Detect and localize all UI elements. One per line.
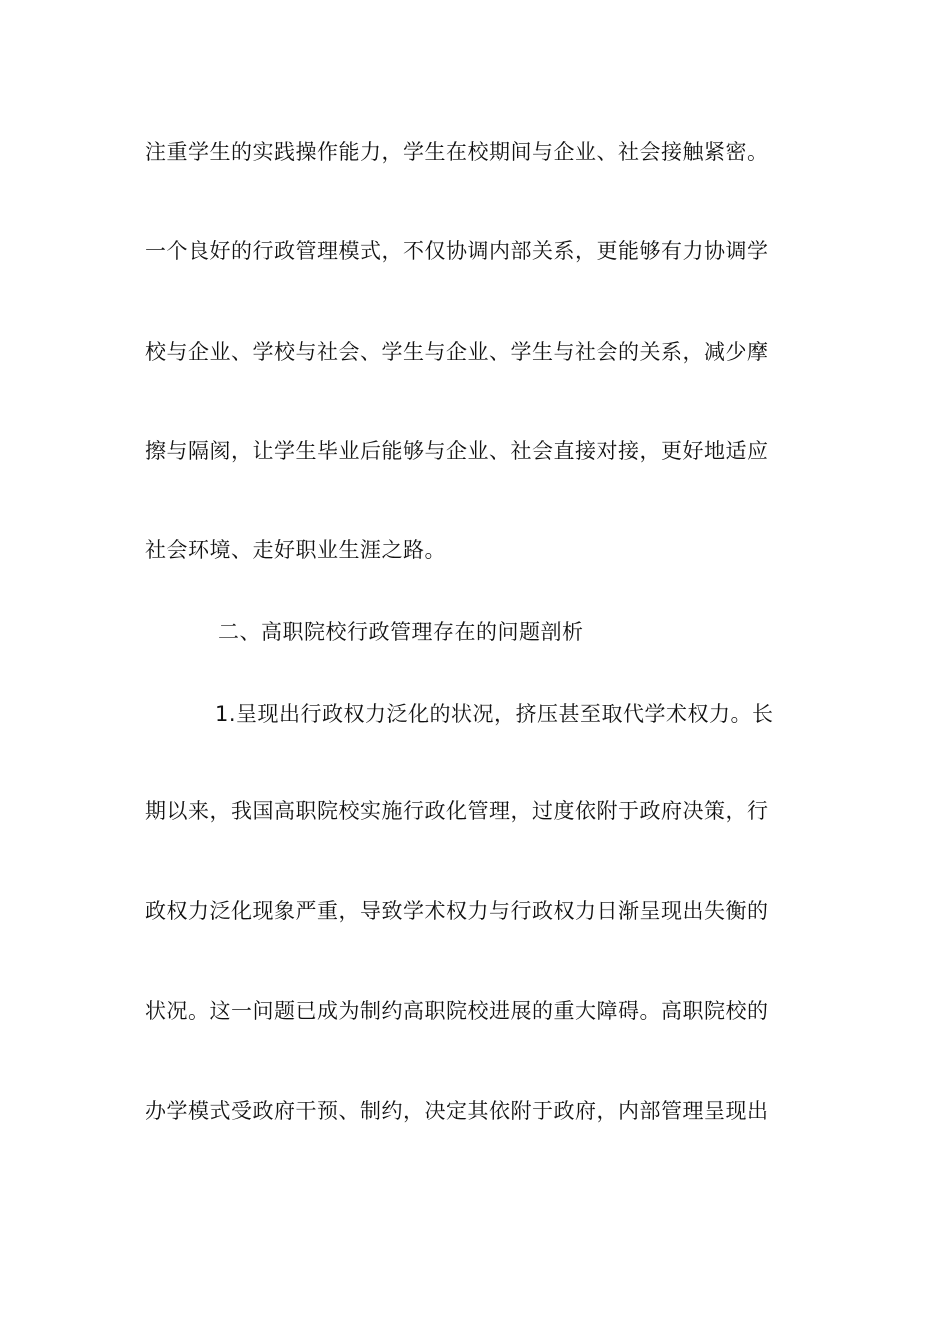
paragraph-line: 擦与隔阂，让学生毕业后能够与企业、社会直接对接，更好地适应: [145, 439, 769, 463]
paragraph-line: 状况。这一问题已成为制约高职院校进展的重大障碍。高职院校的: [145, 999, 769, 1023]
paragraph-line: 注重学生的实践操作能力，学生在校期间与企业、社会接触紧密。: [145, 140, 769, 164]
paragraph-line: 1.呈现出行政权力泛化的状况，挤压甚至取代学术权力。长: [215, 702, 774, 726]
paragraph-line: 校与企业、学校与社会、学生与企业、学生与社会的关系，减少摩: [145, 340, 769, 364]
paragraph-line: 政权力泛化现象严重，导致学术权力与行政权力日渐呈现出失衡的: [145, 899, 769, 923]
section-heading: 二、高职院校行政管理存在的问题剖析: [218, 620, 584, 644]
paragraph-line: 办学模式受政府干预、制约，决定其依附于政府，内部管理呈现出: [145, 1099, 769, 1123]
paragraph-line: 一个良好的行政管理模式，不仅协调内部关系，更能够有力协调学: [145, 239, 769, 263]
paragraph-line: 期以来，我国高职院校实施行政化管理，过度依附于政府决策，行: [145, 799, 769, 823]
paragraph-line: 社会环境、走好职业生涯之路。: [145, 538, 446, 562]
